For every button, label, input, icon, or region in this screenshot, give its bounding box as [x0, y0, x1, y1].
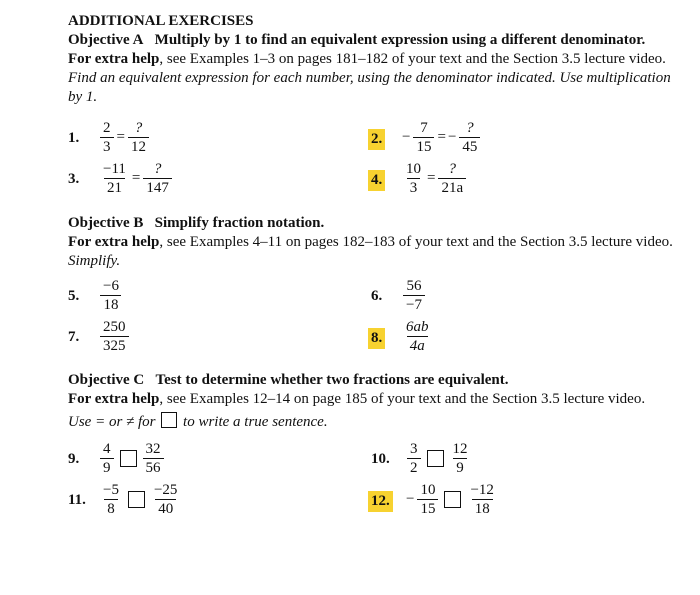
problem-number: 6. — [371, 288, 383, 304]
page-title: ADDITIONAL EXERCISES — [68, 13, 254, 29]
fraction: $\frac{?}{21a}$ — [438, 161, 466, 197]
problem-number: 1. — [68, 130, 80, 146]
objective-c-heading — [68, 371, 678, 390]
fraction: $\frac{10}{3}$ — [406, 160, 421, 196]
problem-number-highlighted: 12. — [368, 491, 393, 512]
objective-a-help — [68, 50, 678, 69]
problem-row: 1. $\frac{2}{3}$ = $\frac{?}{12}$ 2. − $\frac{7}{15}$ = − $\frac{?}{45}$ — [68, 117, 678, 158]
problem-number: 5. — [68, 288, 80, 304]
problem-row: 11. $\frac{-5}{8}$ $\frac{-25}{40}$ 12. − $\frac{10}{15}$ $\frac{-12}{18}$ — [68, 479, 678, 520]
blank-box-icon — [161, 412, 177, 428]
answer-box[interactable] — [427, 450, 444, 467]
objective-c-help — [68, 390, 678, 409]
problem-number: 11. — [68, 492, 86, 508]
fraction: $\frac{-5}{8}$ — [103, 481, 119, 517]
problem-number: 10. — [371, 451, 390, 467]
help-text: , see Examples 4–11 on pages 182–183 of your text and the Section 3.5 lecture video. — [159, 234, 673, 250]
help-text: , see Examples 1–3 on pages 181–182 of your text and the Section 3.5 lecture video. — [159, 51, 666, 67]
objective-b-help — [68, 233, 678, 252]
fraction: $\frac{-11}{21}$ — [103, 160, 126, 196]
problem-number-highlighted: 2. — [368, 129, 385, 150]
fraction: $\frac{-6}{18}$ — [100, 278, 122, 314]
exercise-page — [68, 12, 678, 520]
fraction: $\frac{?}{147}$ — [143, 161, 172, 197]
objective-a-text: Multiply by 1 to find an equivalent expression using a different denominator. — [154, 32, 646, 48]
fraction: $\frac{250}{325}$ — [100, 319, 129, 355]
problem-number: 3. — [68, 171, 80, 187]
help-text: , see Examples 12–14 on page 185 of your text and the Section 3.5 lecture video. — [159, 391, 646, 407]
problem-number: 7. — [68, 329, 80, 345]
objective-b-heading — [68, 214, 678, 233]
help-label: For extra help — [68, 234, 160, 250]
fraction: $\frac{2}{3}$ — [100, 120, 114, 156]
answer-box[interactable] — [120, 450, 137, 467]
help-label: For extra help — [68, 391, 160, 407]
fraction: $\frac{10}{15}$ — [417, 482, 438, 518]
objective-a-heading — [68, 31, 678, 50]
fraction: $\frac{?}{45}$ — [459, 120, 480, 156]
problem-number-highlighted: 8. — [368, 328, 385, 349]
problem-number-highlighted: 4. — [368, 170, 385, 191]
fraction: $\frac{7}{15}$ — [413, 120, 434, 156]
objective-c-instructions: Use = or ≠ for to write a true sentence. — [68, 414, 328, 430]
problem-row — [68, 316, 678, 357]
fraction: $\frac{-25}{40}$ — [153, 481, 178, 517]
fraction: $\frac{?}{12}$ — [128, 120, 149, 156]
problem-number: 9. — [68, 451, 80, 467]
objective-a-instructions: Find an equivalent expression for each number, using the denominator indicated. Use multiplication by 1. — [68, 70, 671, 105]
objective-c-label: Objective C — [68, 372, 145, 388]
fraction: $\frac{32}{56}$ — [143, 441, 164, 477]
objective-b-text: Simplify fraction notation. — [154, 215, 325, 231]
objective-b-label: Objective B — [68, 215, 144, 231]
fraction: $\frac{12}{9}$ — [452, 440, 468, 476]
fraction: $\frac{3}{2}$ — [407, 441, 421, 477]
problem-row — [68, 275, 678, 316]
objective-a-label: Objective A — [68, 32, 144, 48]
fraction: $\frac{6ab}{4a}$ — [406, 318, 429, 354]
problem-row — [68, 438, 678, 479]
fraction: $\frac{4}{9}$ — [100, 441, 114, 477]
help-label: For extra help — [68, 51, 160, 67]
objective-b-instructions: Simplify. — [68, 253, 121, 269]
fraction: $\frac{-12}{18}$ — [470, 481, 494, 517]
answer-box[interactable] — [444, 491, 461, 508]
fraction: $\frac{56}{-7}$ — [403, 278, 425, 314]
answer-box[interactable] — [128, 491, 145, 508]
problem-row: 3. $\frac{-11}{21}$ = $\frac{?}{147}$ 4. $\frac{10}{3}$ = $\frac{?}{21a}$ — [68, 158, 678, 199]
objective-c-text: Test to determine whether two fractions are equivalent. — [155, 372, 509, 388]
